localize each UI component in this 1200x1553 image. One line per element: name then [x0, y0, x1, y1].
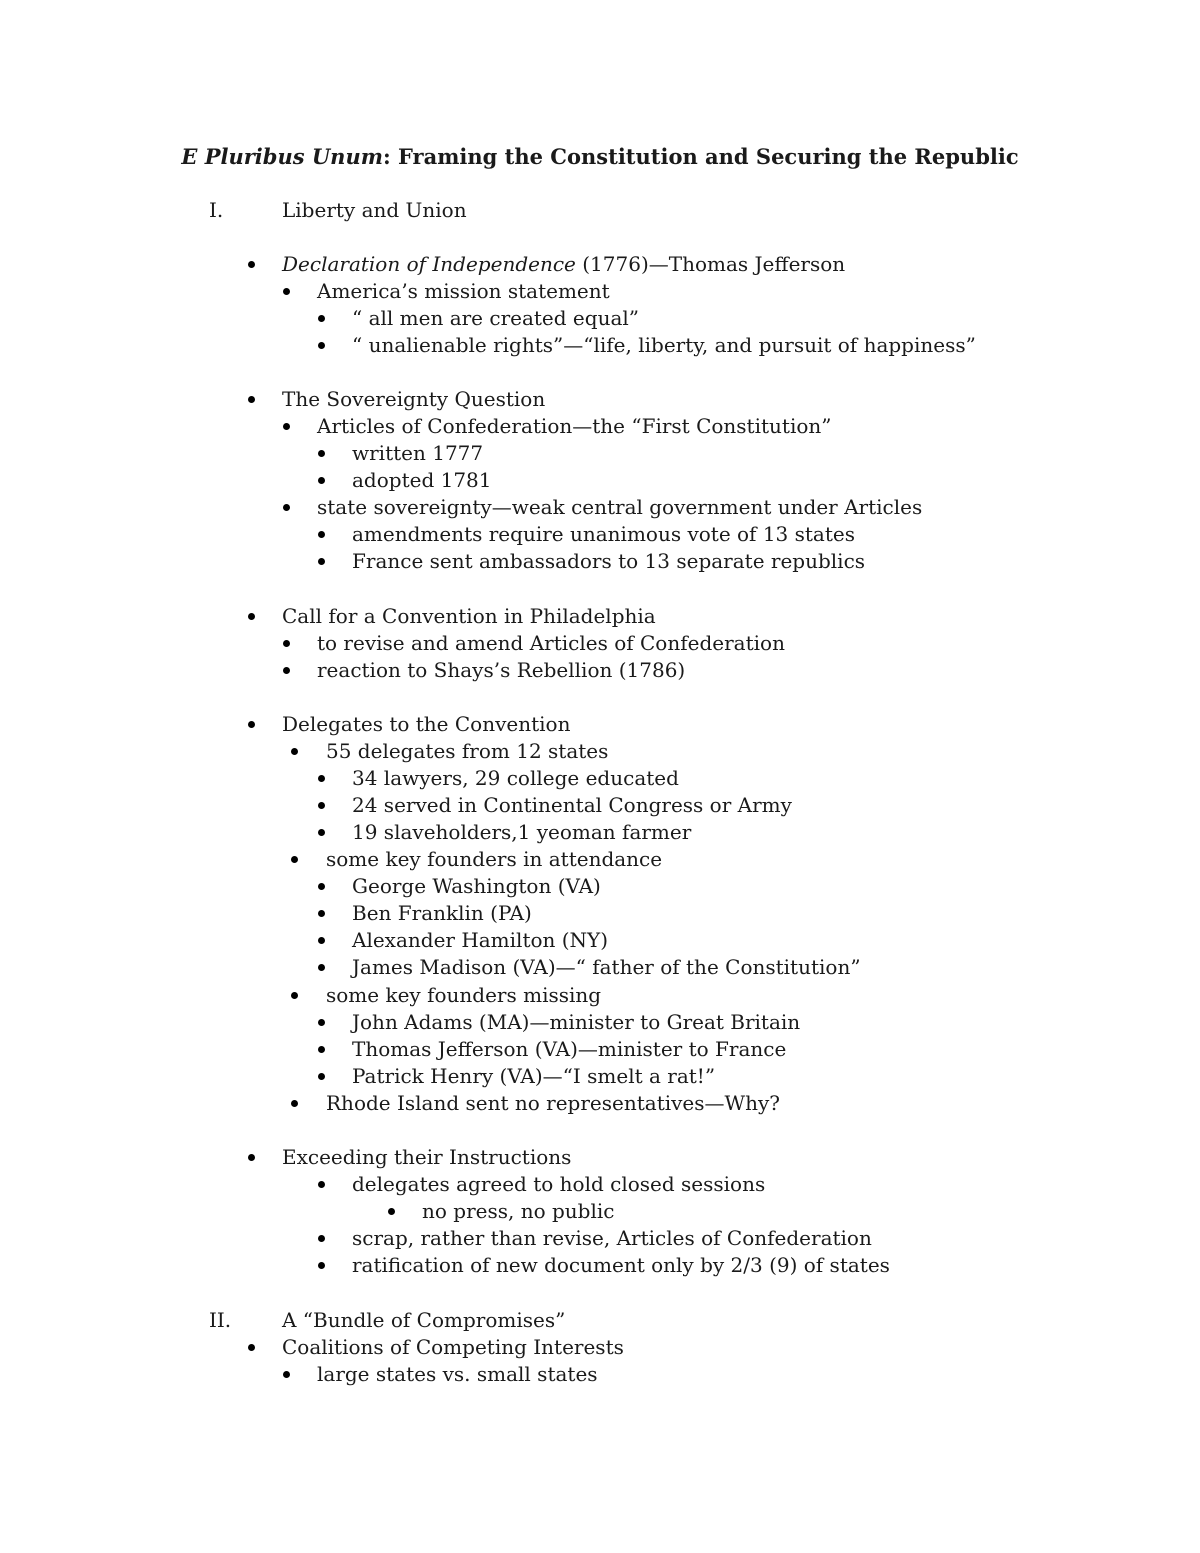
- list-item: [352, 1009, 800, 1036]
- list-item: [352, 1171, 765, 1198]
- bullet-icon: [318, 342, 325, 349]
- list-item: [326, 738, 608, 765]
- list-item: [317, 657, 685, 684]
- list-item: [352, 1252, 890, 1279]
- list-item: [317, 630, 785, 657]
- list-item-italic: Declaration of Independence: [282, 252, 576, 276]
- bullet-icon: [318, 1262, 325, 1269]
- list-item: [317, 278, 610, 305]
- list-item: [352, 900, 532, 927]
- list-item-text: to revise and amend Articles of Confederation: [317, 631, 785, 655]
- bullet-icon: [283, 423, 290, 430]
- bullet-icon: [283, 504, 290, 511]
- list-item-text: large states vs. small states: [317, 1362, 598, 1386]
- list-item-text: reaction to Shays’s Rebellion (1786): [317, 658, 686, 682]
- bullet-icon: [318, 883, 325, 890]
- bullet-icon: [318, 558, 325, 565]
- bullet-icon: [318, 1019, 325, 1026]
- section-heading: A “Bundle of Compromises”: [282, 1308, 566, 1332]
- list-item-text: John Adams (MA)—minister to Great Britain: [352, 1010, 801, 1034]
- list-item: [352, 792, 792, 819]
- bullet-icon: [291, 1100, 298, 1107]
- bullet-icon: [283, 288, 290, 295]
- list-item: [352, 521, 855, 548]
- bullet-icon: [248, 261, 255, 268]
- list-item: [317, 413, 831, 440]
- list-item: [282, 251, 845, 278]
- section-numeral: II.: [209, 1308, 232, 1332]
- list-item-text: delegates agreed to hold closed sessions: [352, 1172, 766, 1196]
- bullet-icon: [318, 775, 325, 782]
- bullet-icon: [291, 748, 298, 755]
- list-item-text: Ben Franklin (PA): [352, 901, 532, 925]
- list-item-text: 19 slaveholders,1 yeoman farmer: [352, 820, 692, 844]
- list-item: [352, 954, 861, 981]
- bullet-icon: [291, 992, 298, 999]
- list-item: [352, 1225, 872, 1252]
- bullet-icon: [291, 856, 298, 863]
- list-item: [352, 440, 483, 467]
- list-item: [317, 494, 922, 521]
- bullet-icon: [283, 640, 290, 647]
- title-rest: : Framing the Constitution and Securing the Republic: [382, 144, 1019, 169]
- list-item-text: (1776)—Thomas Jefferson: [575, 252, 846, 276]
- bullet-icon: [318, 477, 325, 484]
- page-title: [0, 143, 1200, 171]
- bullet-icon: [283, 667, 290, 674]
- list-item: [422, 1198, 614, 1225]
- bullet-icon: [283, 1371, 290, 1378]
- list-item-text: adopted 1781: [352, 468, 492, 492]
- list-item-text: Delegates to the Convention: [282, 712, 571, 736]
- list-item-text: some key founders in attendance: [326, 847, 663, 871]
- bullet-icon: [318, 829, 325, 836]
- bullet-icon: [248, 396, 255, 403]
- list-item-text: George Washington (VA): [352, 874, 601, 898]
- bullet-icon: [318, 910, 325, 917]
- list-item-text: Call for a Convention in Philadelphia: [282, 604, 656, 628]
- bullet-icon: [318, 1181, 325, 1188]
- bullet-icon: [248, 721, 255, 728]
- bullet-icon: [318, 1073, 325, 1080]
- list-item: [352, 305, 639, 332]
- list-item-text: America’s mission statement: [317, 279, 610, 303]
- bullet-icon: [318, 964, 325, 971]
- bullet-icon: [248, 1154, 255, 1161]
- bullet-icon: [388, 1208, 395, 1215]
- list-item-text: no press, no public: [422, 1199, 615, 1223]
- list-item-text: France sent ambassadors to 13 separate republics: [352, 549, 866, 573]
- list-item-text: Rhode Island sent no representatives—Why?: [326, 1091, 780, 1115]
- bullet-icon: [318, 1046, 325, 1053]
- list-item: [326, 846, 662, 873]
- list-item-text: written 1777: [352, 441, 484, 465]
- list-item-text: 55 delegates from 12 states: [326, 739, 609, 763]
- list-item-text: 34 lawyers, 29 college educated: [352, 766, 679, 790]
- list-item: [352, 873, 601, 900]
- list-item-text: scrap, rather than revise, Articles of Confederation: [352, 1226, 872, 1250]
- list-item: [352, 765, 679, 792]
- title-italic: E Pluribus Unum: [181, 144, 383, 169]
- list-item: [282, 386, 545, 413]
- list-item: [282, 711, 570, 738]
- section-numeral: I.: [209, 198, 224, 222]
- list-item-text: James Madison (VA)—“ father of the Constitution”: [352, 955, 861, 979]
- list-item-text: amendments require unanimous vote of 13 states: [352, 522, 855, 546]
- bullet-icon: [318, 1235, 325, 1242]
- list-item: [352, 332, 976, 359]
- list-item-text: The Sovereignty Question: [282, 387, 546, 411]
- list-item-text: ratification of new document only by 2/3 (9) of states: [352, 1253, 890, 1277]
- list-item-text: some key founders missing: [326, 983, 602, 1007]
- list-item: [352, 548, 865, 575]
- list-item-text: state sovereignty—weak central government under Articles: [317, 495, 923, 519]
- bullet-icon: [248, 1344, 255, 1351]
- list-item: [326, 982, 601, 1009]
- list-item: [326, 1090, 780, 1117]
- section-heading: Liberty and Union: [282, 198, 467, 222]
- bullet-icon: [318, 802, 325, 809]
- bullet-icon: [318, 450, 325, 457]
- list-item: [317, 1361, 598, 1388]
- list-item-text: 24 served in Continental Congress or Army: [352, 793, 792, 817]
- list-item-text: Patrick Henry (VA)—“I smelt a rat!”: [352, 1064, 716, 1088]
- bullet-icon: [318, 315, 325, 322]
- list-item-text: Articles of Confederation—the “First Constitution”: [317, 414, 832, 438]
- list-item: [282, 1144, 571, 1171]
- list-item-text: Exceeding their Instructions: [282, 1145, 572, 1169]
- list-item-text: “ unalienable rights”—“life, liberty, and pursuit of happiness”: [352, 333, 976, 357]
- list-item: [352, 1063, 715, 1090]
- list-item: [352, 467, 492, 494]
- list-item: [282, 603, 656, 630]
- bullet-icon: [248, 613, 255, 620]
- list-item: [352, 927, 608, 954]
- bullet-icon: [318, 531, 325, 538]
- list-item-text: Alexander Hamilton (NY): [352, 928, 609, 952]
- list-item-text: Thomas Jefferson (VA)—minister to France: [352, 1037, 787, 1061]
- list-item: [352, 819, 691, 846]
- list-item: [282, 1334, 624, 1361]
- list-item-text: Coalitions of Competing Interests: [282, 1335, 624, 1359]
- list-item-text: “ all men are created equal”: [352, 306, 639, 330]
- list-item: [352, 1036, 786, 1063]
- bullet-icon: [318, 937, 325, 944]
